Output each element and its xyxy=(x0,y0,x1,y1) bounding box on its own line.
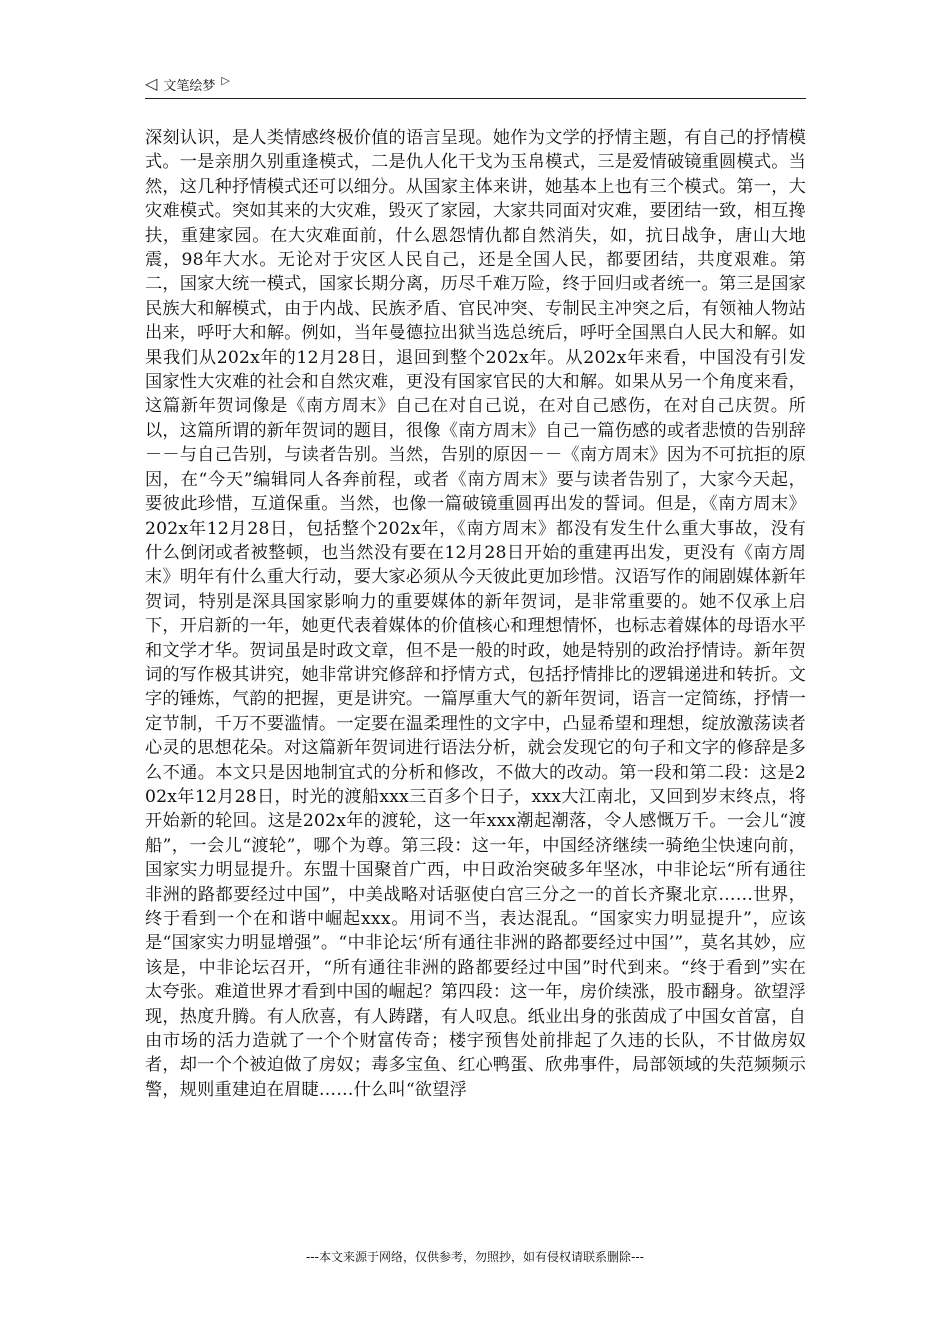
page-header xyxy=(145,70,806,99)
triangle-left-icon: ◁ xyxy=(145,74,158,93)
header-brand: 文笔绘梦 xyxy=(163,78,216,94)
triangle-right-icon: ▷ xyxy=(221,73,230,87)
page-footer-notice: ---本文来源于网络，仅供参考，勿照抄，如有侵权请联系删除--- xyxy=(306,1250,644,1264)
document-body: 深刻认识，是人类情感终极价值的语言呈现。她作为文学的抒情主题，有自己的抒情模式。一是亲朋久别重逢模式，二是仇人化干戈为玉帛模式，三是爱情破镜重圆模式。当然，这几种抒情模式还可以细分。从国家主体来讲，她基本上也有三个模式。第一，大灾难模式。突如其来的大灾难，毁灭了家园，大家共同面对灾难，要团结一致，相互搀扶，重建家园。在大灾难面前，什么恩怨情仇都自然消失，如，抗日战争，唐山大地震，98年大水。无论对于灾区人民自己，还是全国人民，都要团结，共度艰难。第二，国家大统一模式，国家长期分离，历尽千难万险，终于回归或者统一。第三是国家民族大和解模式，由于内战、民族矛盾、官民冲突、专制民主冲突之后，有领袖人物站出来，呼吁大和解。例如，当年曼德拉出狱当选总统后，呼吁全国黑白人民大和解。如果我们从202x年的12月28日，退回到整个202x年。从202x年来看，中国没有引发国家性大灾难的社会和自然灾难，更没有国家官民的大和解。如果从另一个角度来看，这篇新年贺词像是《南方周末》自己在对自己说，在对自己感伤，在对自己庆贺。所以，这篇所谓的新年贺词的题目，很像《南方周末》自己一篇伤感的或者悲愤的告别辞－－与自己告别，与读者告别。当然，告别的原因－－《南方周末》因为不可抗拒的原因，在“今天”编辑同人各奔前程，或者《南方周末》要与读者告别了，大家今天起，要彼此珍惜，互道保重。当然，也像一篇破镜重圆再出发的誓词。但是，《南方周末》202x年12月28日，包括整个202x年，《南方周末》都没有发生什么重大事故，没有什么倒闭或者被整顿，也当然没有要在12月28日开始的重建再出发，更没有《南方周末》明年有什么重大行动，要大家必须从今天彼此更加珍惜。汉语写作的闹剧媒体新年贺词，特别是深具国家影响力的重要媒体的新年贺词，是非常重要的。她不仅承上启下，开启新的一年，她更代表着媒体的价值核心和理想情怀，也标志着媒体的母语水平和文学才华。贺词虽是时政文章，但不是一般的时政，她是特别的政治抒情诗。新年贺词的写作极其讲究，她非常讲究修辞和抒情方式，包括抒情排比的逻辑递进和转折。文字的锤炼，气韵的把握，更是讲究。一篇厚重大气的新年贺词，语言一定简练，抒情一定节制，千万不要滥情。一定要在温柔理性的文字中，凸显希望和理想，绽放激荡读者心灵的思想花朵。对这篇新年贺词进行语法分析，就会发现它的句子和文字的修辞是多么不通。本文只是因地制宜式的分析和修改，不做大的改动。第一段和第二段：这是202x年12月28日，时光的渡船xxx三百多个日子，xxx大江南北，又回到岁末终点，将开始新的轮回。这是202x年的渡轮，这一年xxx潮起潮落，令人感慨万千。一会儿“渡船”，一会儿“渡轮”，哪个为尊。第三段：这一年，中国经济继续一骑绝尘快速向前，国家实力明显提升。东盟十国聚首广西，中日政治突破多年坚冰，中非论坛“所有通往非洲的路都要经过中国”，中美战略对话驱使白宫三分之一的首长齐聚北京……世界，终于看到一个在和谐中崛起xxx。用词不当，表达混乱。“国家实力明显提升”，应该是“国家实力明显增强”。“中非论坛‘所有通往非洲的路都要经过中国’”，莫名其妙，应该是，中非论坛召开，“所有通往非洲的路都要经过中国”时代到来。“终于看到”实在太夸张。难道世界才看到中国的崛起？第四段：这一年，房价续涨，股市翻身。欲望浮现，热度升腾。有人欣喜，有人踌躇，有人叹息。纸业出身的张茵成了中国女首富，自由市场的活力造就了一个个财富传奇；楼宇预售处前排起了久违的长队，不甘做房奴者，却一个个被迫做了房奴；毒多宝鱼、红心鸭蛋、欣弗事件，局部领域的失范频频示警，规则重建迫在眉睫……什么叫“欲望浮 xyxy=(145,128,806,1100)
